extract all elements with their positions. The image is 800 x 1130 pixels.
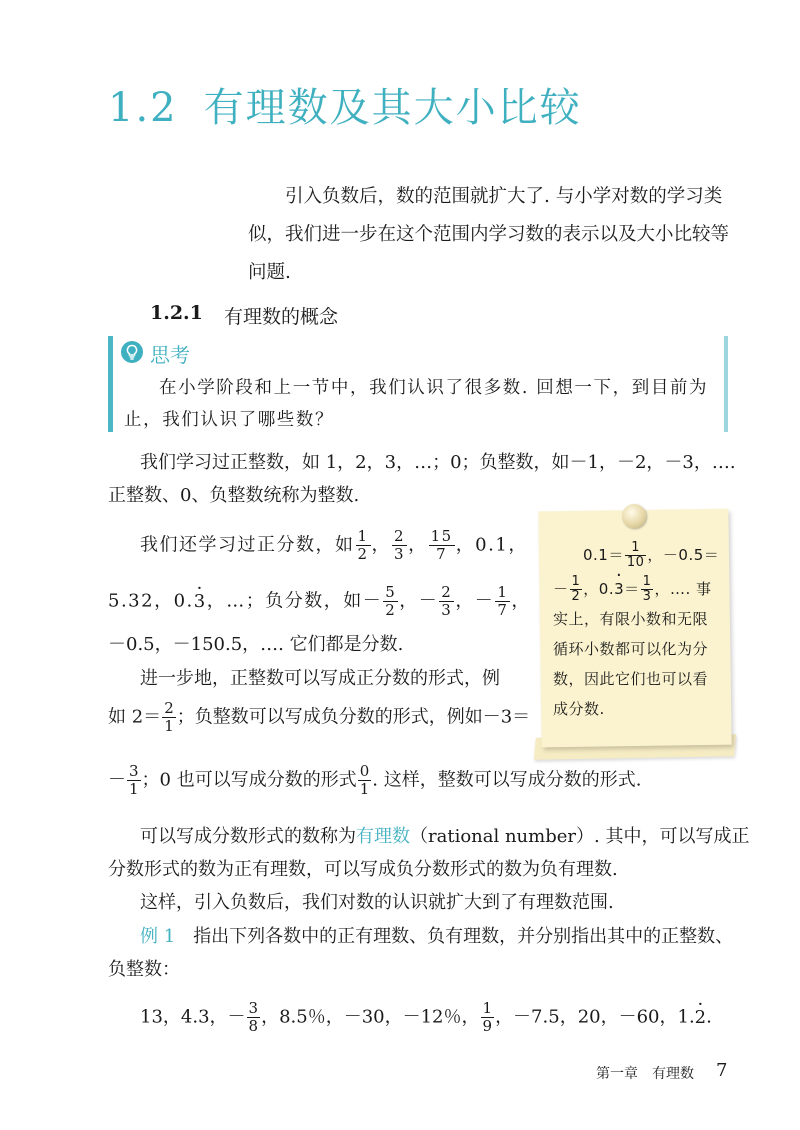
separator: ，	[371, 534, 392, 556]
note-text: ＝	[624, 580, 640, 598]
note-row-6: 成分数.	[553, 700, 605, 718]
numerator: 1	[482, 999, 493, 1017]
note-text: ，0.	[583, 580, 615, 598]
fraction-2-3-neg	[439, 584, 454, 619]
fraction-0-1	[358, 763, 372, 798]
numerator: 1	[357, 527, 369, 545]
numerator: 3	[248, 999, 259, 1017]
numbers-text: ，－7.5，20，－60，1.	[495, 1006, 695, 1028]
think-text: 在小学阶段和上一节中，我们认识了很多数. 回想一下，到目前为止，我们认识了哪些数？	[124, 378, 709, 430]
fraction-1-2	[356, 528, 371, 563]
numerator: 3	[129, 762, 139, 780]
p3-text-c2: ；0 也可以写成分数的形式	[141, 769, 357, 791]
numerator: 1	[497, 583, 509, 601]
note-row-5: 数，因此它们也可以看	[553, 670, 709, 688]
fraction-1-3	[641, 575, 654, 604]
p4-line1	[140, 822, 749, 848]
denominator: 10	[626, 555, 645, 570]
p5-line: 这样，引入负数后，我们对数的认识就扩大到了有理数范围.	[140, 892, 614, 913]
think-body	[124, 372, 720, 436]
denominator: 3	[441, 601, 453, 619]
fraction-15-7	[429, 528, 455, 563]
numbers-text: 13，4.3，－	[140, 1006, 246, 1028]
numerator: 2	[394, 527, 406, 545]
page-number: 7	[716, 1060, 728, 1081]
example-label: 例 1	[140, 926, 176, 947]
note-row-1	[553, 540, 723, 570]
example-line1	[140, 922, 733, 948]
title-text: 有理数及其大小比较	[203, 85, 582, 131]
numerator: 15	[430, 527, 453, 545]
fraction-1-10	[625, 541, 647, 570]
separator: ，	[511, 590, 531, 612]
numerator: 0	[359, 762, 370, 780]
p1-line1: 我们学习过正整数，如 1，2，3，…；0；负整数，如－1，－2，－3，….	[140, 452, 736, 473]
page-title	[108, 76, 582, 133]
think-label: 思考	[150, 343, 190, 367]
note-text: ，－0.5＝	[647, 546, 720, 564]
section-number: 1.2.1	[150, 302, 203, 324]
p3-text-b1: 如 2＝	[108, 706, 162, 728]
p2-text-b2: ，…；负分数，如－	[206, 590, 383, 612]
denominator: 2	[385, 601, 397, 619]
p2-line1	[140, 528, 528, 563]
p3-line3	[108, 763, 641, 798]
p2-line3: －0.5，－150.5，…. 它们都是分数.	[108, 634, 404, 655]
denominator: 3	[642, 589, 652, 604]
denominator: 1	[359, 780, 370, 798]
numbers-text: .	[706, 1006, 712, 1028]
repeating-digit: 2 ·	[695, 1007, 706, 1028]
numerator: 2	[164, 699, 174, 717]
fraction-1-9	[481, 1000, 495, 1035]
p3-text-c3: . 这样，整数可以写成分数的形式.	[372, 769, 642, 791]
p3-text-b2: ；负整数可以写成负分数的形式，例如－3＝	[176, 706, 531, 728]
p2-line2	[108, 584, 531, 619]
p2-tail: ，0.1，	[455, 534, 528, 556]
note-text: －	[553, 580, 569, 598]
lightbulb-icon	[120, 340, 144, 364]
fraction-2-1	[162, 700, 176, 735]
note-row-3: 实上，有限小数和无限	[553, 610, 709, 628]
note-text: 0.1＝	[583, 546, 624, 564]
note-text: ，…. 事	[654, 580, 712, 598]
fraction-5-2	[383, 584, 398, 619]
repeating-digit: 3 ·	[194, 591, 207, 612]
fraction-1-7-neg	[495, 584, 510, 619]
term-rational-number: 有理数	[356, 826, 410, 847]
separator: ，－	[399, 590, 439, 612]
minus-sign: －	[108, 769, 126, 791]
intro-text: 引入负数后，数的范围就扩大了. 与小学对数的学习类似，我们进一步在这个范围内学习数的表示以及大小比较等问题.	[248, 186, 730, 283]
repeating-digit: 3 ·	[614, 574, 624, 604]
intro-paragraph	[248, 178, 738, 292]
p2-text-b1: 5.32，0.	[108, 590, 194, 612]
numerator: 1	[571, 574, 581, 589]
footer-chapter: 第一章 有理数	[596, 1066, 694, 1082]
numerator: 2	[441, 583, 453, 601]
example-numbers	[140, 1000, 712, 1035]
fraction-1-2	[570, 575, 583, 604]
section-title: 有理数的概念	[224, 306, 339, 328]
numbers-text: ，8.5％，－30，－12％，	[261, 1006, 480, 1028]
fraction-3-8	[247, 1000, 261, 1035]
denominator: 3	[394, 545, 406, 563]
denominator: 7	[436, 545, 448, 563]
sticky-note-text	[553, 540, 723, 724]
numerator: 5	[385, 583, 397, 601]
example-line2: 负整数：	[108, 959, 180, 980]
think-box-bar	[108, 336, 113, 432]
p4-line2: 分数形式的数为正有理数，可以写成负分数形式的数为负有理数.	[108, 859, 618, 880]
pin-icon	[622, 504, 646, 528]
title-number: 1.2	[108, 85, 178, 131]
p4-text-b: （rational number）. 其中，可以写成正	[410, 826, 750, 847]
separator: ，	[408, 534, 428, 556]
p4-text-a: 可以写成分数形式的数称为	[140, 826, 356, 847]
p2-text-a: 我们还学习过正分数，如	[140, 534, 355, 556]
p3-line2	[108, 700, 530, 735]
denominator: 9	[482, 1017, 493, 1035]
p3-line1: 进一步地，正整数可以写成正分数的形式，例	[140, 668, 500, 689]
denominator: 1	[164, 717, 174, 735]
denominator: 1	[129, 780, 139, 798]
fraction-3-1	[127, 763, 141, 798]
denominator: 2	[357, 545, 369, 563]
note-row-4: 循环小数都可以化为分	[553, 640, 709, 658]
think-box-bar-right	[724, 336, 728, 432]
denominator: 7	[497, 601, 509, 619]
p1-line2: 正整数、0、负整数统称为整数.	[108, 485, 360, 506]
denominator: 2	[571, 589, 581, 604]
fraction-2-3	[392, 528, 407, 563]
numerator: 1	[625, 541, 647, 556]
separator: ，－	[455, 590, 495, 612]
example-text: 指出下列各数中的正有理数、负有理数，并分别指出其中的正整数、	[193, 926, 734, 947]
denominator: 8	[248, 1017, 259, 1035]
note-row-2	[553, 574, 723, 604]
numerator: 1	[642, 574, 652, 589]
